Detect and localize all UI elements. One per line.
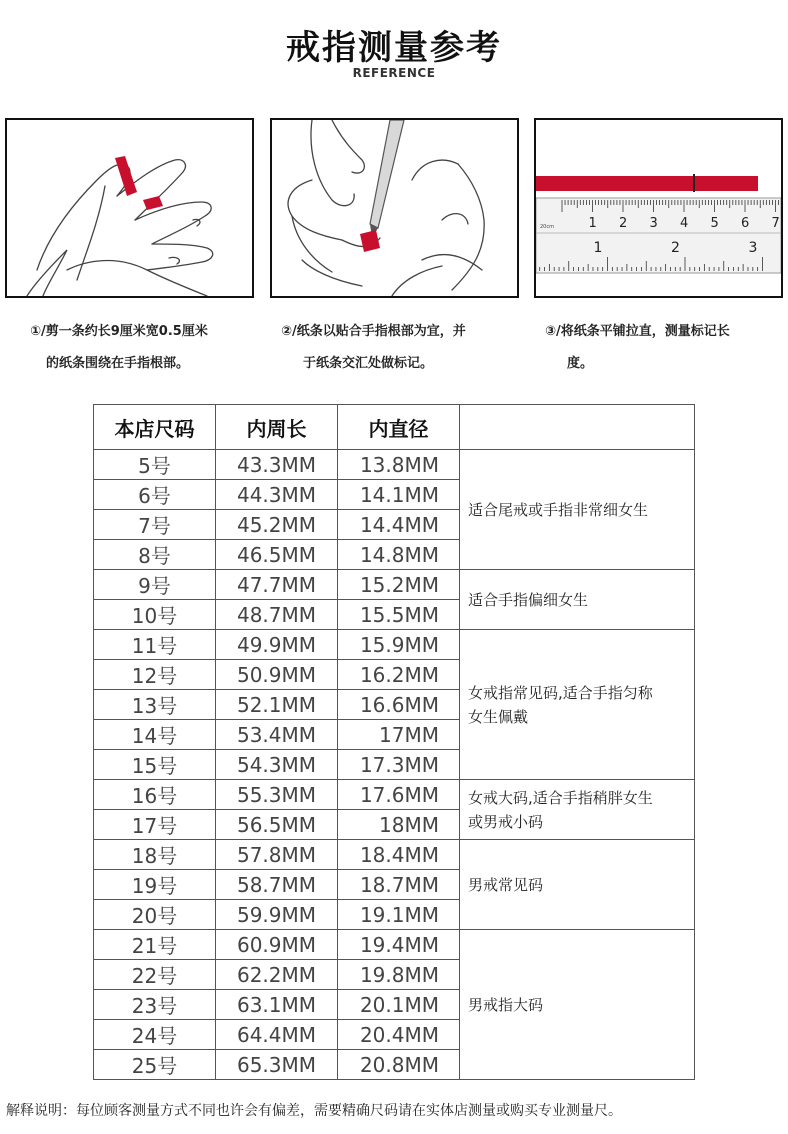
size-cell: 10号 [94,600,216,630]
circumference-cell: 50.9MM [216,660,338,690]
ruler-cm-label: 6 [741,216,750,231]
step-3 [545,316,730,380]
ruler-cm-label: 1 [588,216,597,231]
size-cell: 20号 [94,900,216,930]
note-cell [460,570,695,630]
diameter-cell: 18MM [338,810,460,840]
note-line: 女生佩戴 [468,707,529,726]
size-cell: 7号 [94,510,216,540]
red-paper-strip [536,176,758,191]
note-cell [460,930,695,1080]
footer-note: 解释说明：每位顾客测量方式不同也许会有偏差，需要精确尺码请在实体店测量或购买专业测量尺。 [6,1103,622,1119]
diameter-cell: 14.1MM [338,480,460,510]
size-cell: 24号 [94,1020,216,1050]
ruler-with-red-strip-illustration [534,118,783,298]
circumference-cell: 64.4MM [216,1020,338,1050]
diameter-cell: 15.9MM [338,630,460,660]
diameter-cell: 15.5MM [338,600,460,630]
hand-with-paper-strip-illustration [5,118,254,298]
circumference-cell: 55.3MM [216,780,338,810]
circumference-cell: 59.9MM [216,900,338,930]
diameter-cell: 19.8MM [338,960,460,990]
circumference-cell: 62.2MM [216,960,338,990]
diameter-cell: 18.7MM [338,870,460,900]
size-cell: 14号 [94,720,216,750]
ruler-small-text: 20cm [540,224,554,230]
ruler-inch-label: 1 [593,240,603,256]
circumference-cell: 53.4MM [216,720,338,750]
ruler-cm-label: 5 [710,216,719,231]
step-2-line2: 于纸条交汇处做标记。 [303,356,434,371]
step-3-line1: ③/将纸条平铺拉直，测量标记长 [545,324,730,339]
diameter-cell: 17.3MM [338,750,460,780]
note-line: 或男戒小码 [468,812,544,831]
circumference-cell: 60.9MM [216,930,338,960]
step-1-line2: 的纸条围绕在手指根部。 [46,356,190,371]
note-line: 男戒常见码 [468,875,544,894]
circumference-cell: 48.7MM [216,600,338,630]
circumference-cell: 56.5MM [216,810,338,840]
step-1 [30,316,208,380]
diameter-cell: 14.8MM [338,540,460,570]
ruler-cm-label: 4 [680,216,689,231]
header-diameter: 内直径 [338,405,460,450]
ruler-cm-label: 7 [771,216,780,231]
step-3-line2: 度。 [567,356,594,371]
size-cell: 19号 [94,870,216,900]
ruler-inch-label: 3 [748,240,758,256]
table-row [94,840,695,870]
diameter-cell: 17.6MM [338,780,460,810]
circumference-cell: 46.5MM [216,540,338,570]
circumference-cell: 65.3MM [216,1050,338,1080]
size-cell: 13号 [94,690,216,720]
size-cell: 12号 [94,660,216,690]
diameter-cell: 18.4MM [338,840,460,870]
circumference-cell: 43.3MM [216,450,338,480]
size-cell: 25号 [94,1050,216,1080]
size-cell: 18号 [94,840,216,870]
ring-size-table [93,404,695,1080]
table-row [94,780,695,810]
note-cell [460,780,695,840]
circumference-cell: 57.8MM [216,840,338,870]
header-note [460,405,695,450]
size-cell: 15号 [94,750,216,780]
table-header-row [94,405,695,450]
note-line: 适合手指偏细女生 [468,590,589,609]
diameter-cell: 20.4MM [338,1020,460,1050]
diameter-cell: 14.4MM [338,510,460,540]
table-row [94,630,695,660]
step-2 [281,316,466,380]
table-row [94,450,695,480]
header-size: 本店尺码 [94,405,216,450]
ruler-inch-label: 2 [671,240,680,256]
diameter-cell: 20.1MM [338,990,460,1020]
diameter-cell: 16.6MM [338,690,460,720]
step-1-line1: ①/剪一条约长9厘米宽0.5厘米 [30,324,208,339]
size-cell: 6号 [94,480,216,510]
diameter-cell: 15.2MM [338,570,460,600]
size-cell: 8号 [94,540,216,570]
note-cell [460,840,695,930]
size-cell: 11号 [94,630,216,660]
size-cell: 9号 [94,570,216,600]
ruler-cm-label: 2 [619,216,628,231]
diameter-cell: 13.8MM [338,450,460,480]
diameter-cell: 16.2MM [338,660,460,690]
circumference-cell: 49.9MM [216,630,338,660]
note-line: 女戒大码,适合手指稍胖女生 [468,788,653,807]
header-circumference: 内周长 [216,405,338,450]
diameter-cell: 19.1MM [338,900,460,930]
size-cell: 21号 [94,930,216,960]
size-cell: 16号 [94,780,216,810]
diameter-cell: 20.8MM [338,1050,460,1080]
note-cell [460,450,695,570]
note-line: 男戒指大码 [468,995,544,1014]
page-subtitle: REFERENCE [352,66,436,80]
circumference-cell: 52.1MM [216,690,338,720]
circumference-cell: 58.7MM [216,870,338,900]
circumference-cell: 44.3MM [216,480,338,510]
note-cell [460,630,695,780]
size-cell: 22号 [94,960,216,990]
size-cell: 5号 [94,450,216,480]
step-2-line1: ②/纸条以贴合手指根部为宜，并 [281,324,466,339]
size-cell: 23号 [94,990,216,1020]
hands-marking-strip-with-pen-illustration [270,118,519,298]
table-row [94,930,695,960]
circumference-cell: 54.3MM [216,750,338,780]
circumference-cell: 45.2MM [216,510,338,540]
note-line: 适合尾戒或手指非常细女生 [468,500,649,519]
diameter-cell: 17MM [338,720,460,750]
size-cell: 17号 [94,810,216,840]
circumference-cell: 47.7MM [216,570,338,600]
note-line: 女戒指常见码,适合手指匀称 [468,683,653,702]
ruler-cm-label: 3 [649,216,658,231]
circumference-cell: 63.1MM [216,990,338,1020]
diameter-cell: 19.4MM [338,930,460,960]
table-row [94,570,695,600]
page-title: 戒指测量参考 [286,28,502,68]
